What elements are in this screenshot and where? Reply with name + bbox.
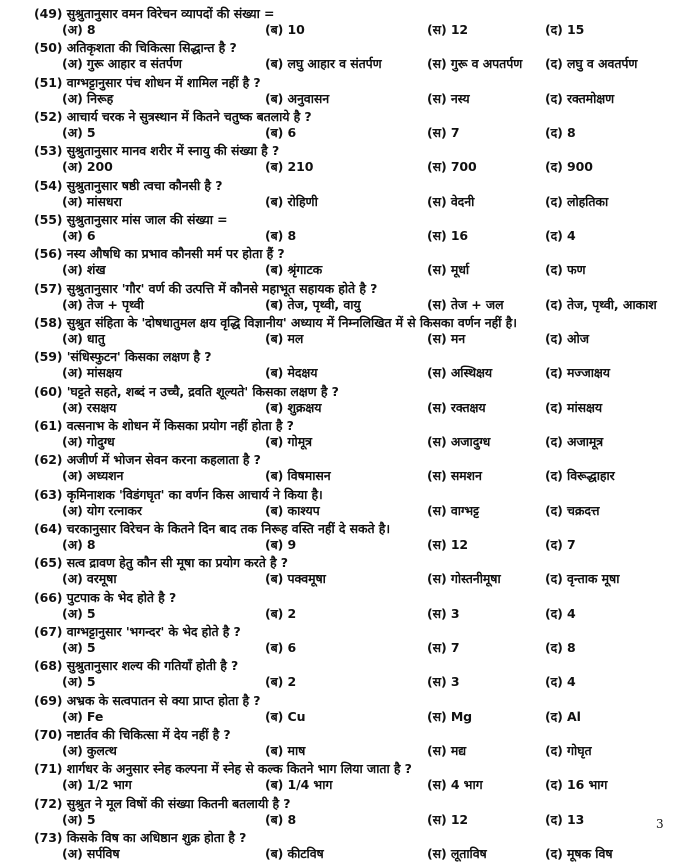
question-text bbox=[34, 796, 290, 812]
answer-option: (स) अजादुग्ध bbox=[427, 433, 491, 449]
question-text bbox=[34, 418, 294, 434]
question-stem: सुश्रुतानुसार वमन विरेचन व्यापदों की संख्या = bbox=[66, 6, 275, 21]
question-stem: अजीर्ण में भोजन सेवन करना कहलाता है ? bbox=[66, 452, 261, 468]
question-number: (57) bbox=[34, 280, 63, 296]
answer-option: (अ) 5 bbox=[62, 674, 96, 690]
answer-option: (अ) गोदुग्ध bbox=[62, 433, 115, 449]
question-text bbox=[34, 761, 412, 777]
answer-option: (द) 8 bbox=[545, 639, 576, 655]
page-number: 3 bbox=[656, 817, 664, 831]
question-number: (73) bbox=[34, 829, 63, 845]
question-text bbox=[34, 40, 237, 56]
answer-option: (स) 16 bbox=[427, 227, 469, 243]
question-number: (55) bbox=[34, 211, 63, 227]
question-number: (59) bbox=[34, 349, 63, 365]
question-text bbox=[34, 487, 323, 503]
question-text bbox=[34, 281, 377, 297]
answer-option: (स) नस्य bbox=[427, 90, 470, 106]
answer-option: (ब) अनुवासन bbox=[265, 90, 330, 106]
question-stem: कृमिनाशक 'विडंगघृत' का वर्णन किस आचार्य ने किया है। bbox=[66, 486, 323, 502]
answer-option: (ब) 8 bbox=[265, 227, 297, 243]
answer-option: (द) लघु व अवतर्पण bbox=[545, 56, 638, 72]
answer-option: (स) 7 bbox=[427, 124, 460, 140]
answer-option: (द) मज्जाक्षय bbox=[545, 365, 610, 381]
question-number: (53) bbox=[34, 143, 63, 159]
answer-option: (अ) 8 bbox=[62, 22, 96, 37]
question-number: (58) bbox=[34, 314, 63, 330]
question-stem: अतिकृशता की चिकित्सा सिद्धान्त है ? bbox=[66, 40, 237, 56]
question-text bbox=[34, 521, 390, 537]
question-number: (51) bbox=[34, 74, 63, 90]
answer-option: (द) 16 भाग bbox=[545, 777, 608, 793]
answer-option: (ब) 2 bbox=[265, 605, 297, 621]
question-text bbox=[34, 109, 312, 125]
answer-option: (अ) निरूह bbox=[62, 90, 114, 106]
question-stem: 'संधिस्फुटन' किसका लक्षण है ? bbox=[66, 349, 212, 365]
answer-option: (द) 7 bbox=[545, 536, 576, 552]
question-stem: सुश्रुतानुसार 'गौर' वर्ण की उत्पत्ति में कौनसे महाभूत सहायक होते है ? bbox=[66, 280, 378, 296]
question-text bbox=[34, 212, 228, 228]
question-stem: नष्टार्तव की चिकित्सा में देय नहीं है ? bbox=[66, 726, 231, 742]
question-text bbox=[34, 624, 241, 640]
answer-option: (ब) पक्वमूषा bbox=[265, 571, 326, 587]
question-stem: किसके विष का अधिष्ठान शुक्र होता है ? bbox=[66, 829, 247, 845]
answer-option: (स) 12 bbox=[427, 811, 469, 827]
answer-option: (द) 4 bbox=[545, 227, 576, 243]
question-number: (56) bbox=[34, 246, 63, 262]
question-stem: वाग्भट्टानुसार 'भगन्दर' के भेद होते है ? bbox=[66, 623, 241, 639]
answer-option: (स) 12 bbox=[427, 536, 469, 552]
answer-option: (द) 4 bbox=[545, 605, 576, 621]
question-text bbox=[34, 384, 339, 400]
question-text bbox=[34, 727, 231, 743]
answer-option: (अ) गुरू आहार व संतर्पण bbox=[62, 56, 182, 72]
answer-option: (द) गोघृत bbox=[545, 742, 592, 758]
question-number: (65) bbox=[34, 555, 63, 571]
answer-option: (ब) लघु आहार व संतर्पण bbox=[265, 56, 382, 72]
answer-option: (ब) गोमूत्र bbox=[265, 433, 312, 449]
answer-option: (ब) 8 bbox=[265, 811, 297, 827]
question-number: (67) bbox=[34, 623, 63, 639]
answer-option: (स) वेदनी bbox=[427, 193, 475, 209]
answer-option: (अ) तेज + पृथ्वी bbox=[62, 296, 144, 312]
answer-option: (स) समशन bbox=[427, 468, 482, 484]
question-stem: चरकानुसार विरेचन के कितने दिन बाद तक निरूह वस्ति नहीं दे सकते है। bbox=[66, 520, 390, 536]
answer-option: (अ) 200 bbox=[62, 159, 113, 175]
question-number: (66) bbox=[34, 589, 63, 605]
answer-option: (ब) 1/4 भाग bbox=[265, 777, 333, 793]
answer-option: (अ) धातु bbox=[62, 330, 105, 346]
answer-option: (अ) मांसक्षय bbox=[62, 365, 122, 381]
question-number: (68) bbox=[34, 658, 63, 674]
answer-option: (द) वृन्ताक मूषा bbox=[545, 571, 620, 587]
question-number: (69) bbox=[34, 692, 63, 708]
question-number: (49) bbox=[34, 6, 63, 21]
answer-option: (अ) 1/2 भाग bbox=[62, 777, 132, 793]
answer-option: (द) विरूद्धाहार bbox=[545, 468, 615, 484]
answer-option: (द) 4 bbox=[545, 674, 576, 690]
question-text bbox=[34, 693, 260, 709]
question-number: (71) bbox=[34, 761, 63, 777]
answer-option: (स) Mg bbox=[427, 708, 473, 724]
question-stem: अभ्रक के सत्वपातन से क्या प्राप्त होता है ? bbox=[66, 692, 261, 708]
answer-option: (अ) वरमूषा bbox=[62, 571, 117, 587]
question-number: (61) bbox=[34, 417, 63, 433]
question-text bbox=[34, 658, 238, 674]
question-stem: सत्व द्रावण हेतु कौन सी मूषा का प्रयोग करते है ? bbox=[66, 555, 288, 571]
answer-option: (अ) कुलत्थ bbox=[62, 742, 117, 758]
answer-option: (अ) 5 bbox=[62, 811, 96, 827]
answer-option: (स) 7 bbox=[427, 639, 460, 655]
question-stem: सुश्रुतानुसार मानव शरीर में स्नायु की संख्या है ? bbox=[66, 143, 280, 159]
answer-option: (द) 900 bbox=[545, 159, 593, 175]
answer-option: (स) गोस्तनीमूषा bbox=[427, 571, 501, 587]
question-stem: सुश्रुतानुसार शल्य की गतियाँ होती है ? bbox=[66, 658, 239, 674]
answer-option: (द) अजामूत्र bbox=[545, 433, 604, 449]
answer-option: (ब) शुक्रक्षय bbox=[265, 399, 322, 415]
answer-option: (द) लोहतिका bbox=[545, 193, 609, 209]
answer-option: (ब) माष bbox=[265, 742, 306, 758]
answer-option: (ब) 210 bbox=[265, 159, 314, 175]
answer-option: (अ) योग रत्नाकर bbox=[62, 502, 142, 518]
answer-option: (ब) मेदक्षय bbox=[265, 365, 318, 381]
question-text bbox=[34, 75, 261, 91]
question-text bbox=[34, 830, 246, 846]
question-text bbox=[34, 555, 288, 571]
answer-option: (अ) 5 bbox=[62, 639, 96, 655]
answer-option: (स) लूताविष bbox=[427, 845, 487, 861]
question-text bbox=[34, 178, 222, 194]
question-number: (63) bbox=[34, 486, 63, 502]
question-number: (54) bbox=[34, 177, 63, 193]
answer-option: (द) मांसक्षय bbox=[545, 399, 602, 415]
question-stem: शार्गधर के अनुसार स्नेह कल्पना में स्नेह से कल्क कितने भाग लिया जाता है ? bbox=[66, 761, 412, 777]
question-stem: पुटपाक के भेद होते है ? bbox=[66, 589, 177, 605]
answer-option: (अ) अध्यशन bbox=[62, 468, 124, 484]
question-stem: नस्य औषधि का प्रभाव कौनसी मर्म पर होता हैं ? bbox=[66, 246, 285, 262]
question-number: (64) bbox=[34, 520, 63, 536]
question-stem: वाग्भट्टानुसार पंच शोधन में शामिल नहीं है ? bbox=[66, 74, 261, 90]
answer-option: (द) मूषक विष bbox=[545, 845, 613, 861]
question-stem: वत्सनाभ के शोधन में किसका प्रयोग नहीं होता है ? bbox=[66, 417, 294, 433]
answer-option: (ब) 10 bbox=[265, 22, 305, 37]
answer-option: (अ) शंख bbox=[62, 262, 106, 278]
answer-option: (अ) मांसधरा bbox=[62, 193, 122, 209]
answer-option: (स) अस्थिक्षय bbox=[427, 365, 493, 381]
answer-option: (अ) 5 bbox=[62, 124, 96, 140]
question-text bbox=[34, 349, 211, 365]
answer-option: (द) ओज bbox=[545, 330, 589, 346]
answer-option: (स) 12 bbox=[427, 22, 469, 37]
answer-option: (द) फण bbox=[545, 262, 586, 278]
question-number: (50) bbox=[34, 40, 63, 56]
answer-option: (ब) तेज, पृथ्वी, वायु bbox=[265, 296, 361, 312]
question-text bbox=[34, 246, 285, 262]
answer-option: (स) 700 bbox=[427, 159, 477, 175]
question-stem: आचार्य चरक ने सुत्रस्थान में कितने चतुष्क बतलाये है ? bbox=[66, 108, 312, 124]
answer-option: (अ) Fe bbox=[62, 708, 104, 724]
answer-option: (स) गुरू व अपतर्पण bbox=[427, 56, 523, 72]
answer-option: (द) 13 bbox=[545, 811, 585, 827]
answer-option: (ब) Cu bbox=[265, 708, 306, 724]
answer-option: (ब) 2 bbox=[265, 674, 297, 690]
answer-option: (द) 15 bbox=[545, 22, 585, 37]
answer-option: (द) Al bbox=[545, 708, 581, 724]
answer-option: (ब) 9 bbox=[265, 536, 297, 552]
question-number: (60) bbox=[34, 383, 63, 399]
answer-option: (ब) विषमासन bbox=[265, 468, 331, 484]
answer-option: (द) चक्रदत्त bbox=[545, 502, 600, 518]
question-stem: सुश्रुतानुसार मांस जाल की संख्या = bbox=[66, 211, 228, 227]
question-number: (70) bbox=[34, 726, 63, 742]
question-stem: 'घट्टते सहते, शब्दं न उच्चै, द्रवति शूल्यते' किसका लक्षण है ? bbox=[66, 383, 339, 399]
answer-option: (ब) 6 bbox=[265, 639, 297, 655]
answer-option: (स) 3 bbox=[427, 674, 460, 690]
question-text bbox=[34, 315, 517, 331]
answer-option: (अ) 5 bbox=[62, 605, 96, 621]
question-text bbox=[34, 6, 274, 22]
answer-option: (अ) रसक्षय bbox=[62, 399, 117, 415]
answer-option: (स) 4 भाग bbox=[427, 777, 483, 793]
answer-option: (अ) 8 bbox=[62, 536, 96, 552]
answer-option: (स) रक्तक्षय bbox=[427, 399, 486, 415]
answer-option: (ब) मल bbox=[265, 330, 304, 346]
answer-option: (ब) कीटविष bbox=[265, 845, 324, 861]
answer-option: (स) मद्य bbox=[427, 742, 466, 758]
question-stem: सुश्रुत ने मूल विषों की संख्या कितनी बतलायी है ? bbox=[66, 795, 291, 811]
answer-option: (ब) श्रृंगाटक bbox=[265, 262, 323, 278]
answer-option: (स) मूर्धा bbox=[427, 262, 470, 278]
question-number: (52) bbox=[34, 108, 63, 124]
answer-option: (अ) सर्पविष bbox=[62, 845, 120, 861]
answer-option: (स) मन bbox=[427, 330, 466, 346]
question-stem: सुश्रुतानुसार षष्ठी त्वचा कौनसी है ? bbox=[66, 177, 223, 193]
answer-option: (स) वाग्भट्ट bbox=[427, 502, 480, 518]
answer-option: (ब) काश्यप bbox=[265, 502, 320, 518]
question-text bbox=[34, 452, 261, 468]
question-text bbox=[34, 590, 176, 606]
answer-option: (ब) 6 bbox=[265, 124, 297, 140]
question-number: (72) bbox=[34, 795, 63, 811]
answer-option: (अ) 6 bbox=[62, 227, 96, 243]
question-text bbox=[34, 143, 279, 159]
answer-option: (द) तेज, पृथ्वी, आकाश bbox=[545, 296, 657, 312]
answer-option: (स) तेज + जल bbox=[427, 296, 504, 312]
question-number: (62) bbox=[34, 452, 63, 468]
answer-option: (द) 8 bbox=[545, 124, 576, 140]
question-stem: सुश्रुत संहिता के 'दोषधातुमल क्षय वृद्धि विज्ञानीय' अध्याय में निम्नलिखित में से किसका वर्णन नहीं है। bbox=[66, 314, 517, 330]
answer-option: (ब) रोहिणी bbox=[265, 193, 318, 209]
answer-option: (स) 3 bbox=[427, 605, 460, 621]
answer-option: (द) रक्तमोक्षण bbox=[545, 90, 615, 106]
